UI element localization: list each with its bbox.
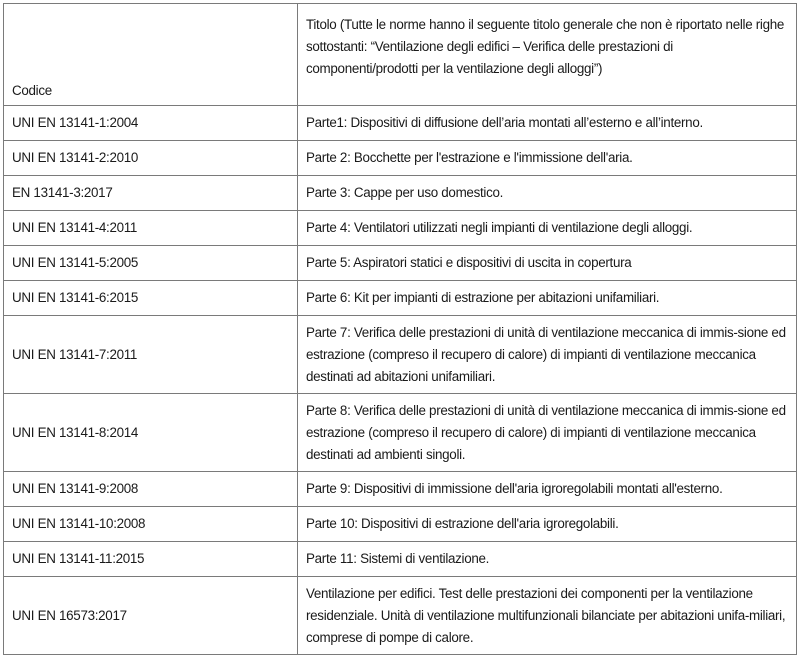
row-code: UNI EN 13141-7:2011 [4, 316, 298, 394]
row-code: UNI EN 16573:2017 [4, 577, 298, 655]
row-code: UNI EN 13141-11:2015 [4, 542, 298, 577]
table-row [4, 316, 797, 394]
table-row [4, 246, 797, 281]
table-row [4, 394, 797, 472]
row-code: EN 13141-3:2017 [4, 176, 298, 211]
table-row [4, 106, 797, 141]
row-title: Parte 10: Dispositivi di estrazione dell'aria igroregolabili. [298, 507, 797, 542]
row-title: Parte1: Dispositivi di diffusione dell’aria montati all’esterno e all’interno. [298, 106, 797, 141]
header-code: Codice [4, 4, 298, 106]
table-row [4, 577, 797, 655]
row-code: UNI EN 13141-8:2014 [4, 394, 298, 472]
table-row [4, 141, 797, 176]
row-code: UNI EN 13141-5:2005 [4, 246, 298, 281]
row-title: Parte 8: Verifica delle prestazioni di unità di ventilazione meccanica di immis-sione ed estrazione (compreso il recupero di calore) di impianti di ventilazione meccanica destinati ad ambienti singoli. [298, 394, 797, 472]
standards-table [3, 3, 797, 655]
row-title: Parte 5: Aspiratori statici e dispositivi di uscita in copertura [298, 246, 797, 281]
table-header-row [4, 4, 797, 106]
row-title: Parte 11: Sistemi di ventilazione. [298, 542, 797, 577]
table-row [4, 472, 797, 507]
table-row [4, 542, 797, 577]
row-code: UNI EN 13141-6:2015 [4, 281, 298, 316]
row-title: Parte 6: Kit per impianti di estrazione per abitazioni unifamiliari. [298, 281, 797, 316]
row-title: Parte 2: Bocchette per l'estrazione e l'immissione dell'aria. [298, 141, 797, 176]
row-title: Parte 4: Ventilatori utilizzati negli impianti di ventilazione degli alloggi. [298, 211, 797, 246]
header-title: Titolo (Tutte le norme hanno il seguente titolo generale che non è riportato nelle righe sottostanti: “Ventilazione degli edifici – Verifica delle prestazioni di componenti/prodotti per la ventilazione degli alloggi”) [298, 4, 797, 106]
row-title: Parte 3: Cappe per uso domestico. [298, 176, 797, 211]
row-code: UNI EN 13141-1:2004 [4, 106, 298, 141]
row-code: UNI EN 13141-9:2008 [4, 472, 298, 507]
row-code: UNI EN 13141-2:2010 [4, 141, 298, 176]
row-code: UNI EN 13141-10:2008 [4, 507, 298, 542]
table-row [4, 211, 797, 246]
row-title: Ventilazione per edifici. Test delle prestazioni dei componenti per la ventilazione residenziale. Unità di ventilazione multifunzionali bilanciate per abitazioni unifa-miliari, comprese di pompe di calore. [298, 577, 797, 655]
table-row [4, 281, 797, 316]
table-row [4, 507, 797, 542]
row-code: UNI EN 13141-4:2011 [4, 211, 298, 246]
table-row [4, 176, 797, 211]
row-title: Parte 9: Dispositivi di immissione dell'aria igroregolabili montati all'esterno. [298, 472, 797, 507]
row-title: Parte 7: Verifica delle prestazioni di unità di ventilazione meccanica di immis-sione ed estrazione (compreso il recupero di calore) di impianti di ventilazione meccanica destinati ad abitazioni unifamiliari. [298, 316, 797, 394]
